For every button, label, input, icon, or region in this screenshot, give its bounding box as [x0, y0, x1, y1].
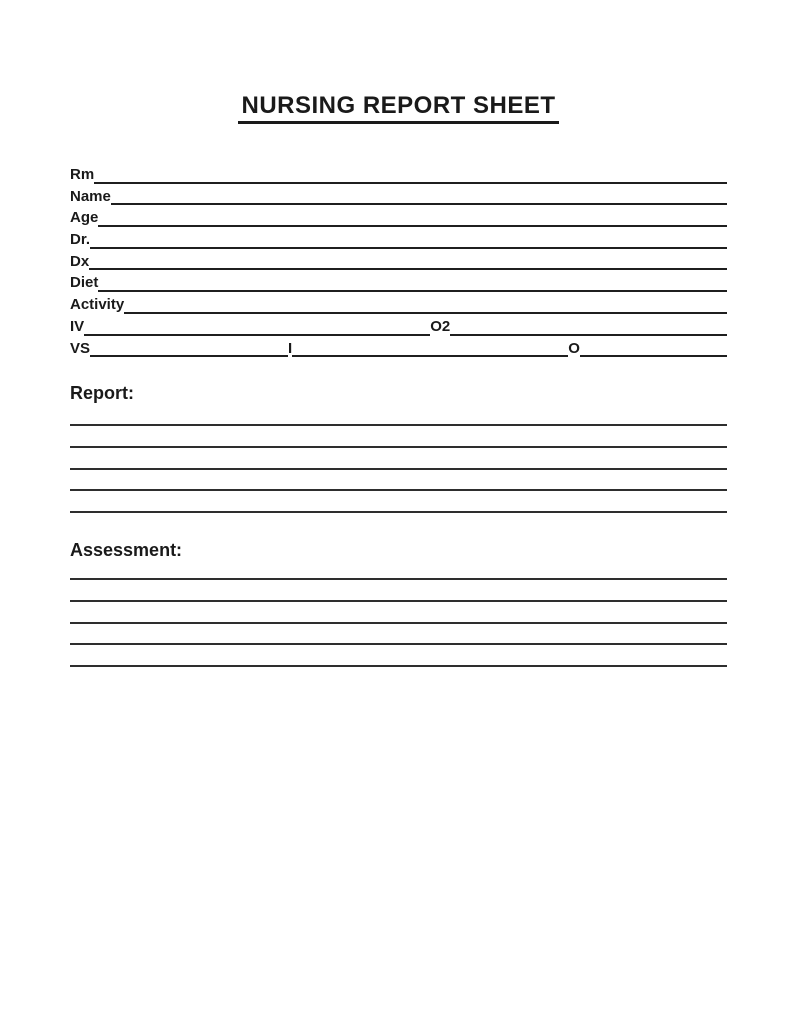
field-blank-intake: [292, 338, 568, 358]
field-label-activity: Activity: [70, 296, 125, 314]
field-label-dx: Dx: [70, 252, 90, 270]
field-row-iv: [70, 316, 727, 338]
report-lines: [70, 404, 727, 513]
ruled-line: [70, 404, 727, 426]
field-row-dx: [70, 251, 727, 273]
field-blank-iv: [84, 316, 430, 336]
field-label-vs: VS: [70, 339, 91, 357]
ruled-line: [70, 426, 727, 448]
ruled-line: [70, 491, 727, 513]
field-blank-activity: [124, 294, 727, 314]
report-section-heading: Report:: [70, 383, 134, 404]
field-blank-vs: [90, 338, 288, 358]
field-blank-name: [111, 186, 727, 206]
ruled-line: [70, 645, 727, 667]
field-row-dr: [70, 229, 727, 251]
patient-info-fields: [70, 164, 727, 359]
ruled-line: [70, 580, 727, 602]
field-row-rm: [70, 164, 727, 186]
field-label-rm: Rm: [70, 166, 95, 183]
field-blank-dr: [90, 229, 727, 249]
field-label-name: Name: [70, 187, 111, 205]
field-label-o2: O2: [430, 317, 451, 335]
assessment-section-heading: Assessment:: [70, 540, 183, 561]
field-blank-age: [98, 207, 727, 227]
field-label-intake: I: [288, 339, 293, 357]
field-label-diet: Diet: [70, 274, 99, 292]
field-row-activity: [70, 294, 727, 316]
title-wrap: [70, 0, 727, 124]
field-blank-dx: [89, 251, 727, 271]
field-row-age: [70, 207, 727, 229]
field-label-dr: Dr.: [70, 231, 91, 249]
field-label-age: Age: [70, 209, 99, 227]
field-blank-output: [580, 338, 727, 358]
field-row-name: [70, 186, 727, 208]
ruled-line: [70, 558, 727, 580]
ruled-line: [70, 624, 727, 646]
field-blank-diet: [98, 272, 727, 292]
field-row-diet: [70, 272, 727, 294]
assessment-lines: [70, 558, 727, 667]
ruled-line: [70, 448, 727, 470]
field-blank-rm: [94, 164, 727, 184]
ruled-line: [70, 602, 727, 624]
field-row-vs: [70, 338, 727, 360]
ruled-line: [70, 470, 727, 492]
field-label-iv: IV: [70, 317, 85, 335]
field-blank-o2: [450, 316, 727, 336]
field-label-output: O: [568, 339, 580, 357]
page-title: NURSING REPORT SHEET: [238, 92, 558, 124]
